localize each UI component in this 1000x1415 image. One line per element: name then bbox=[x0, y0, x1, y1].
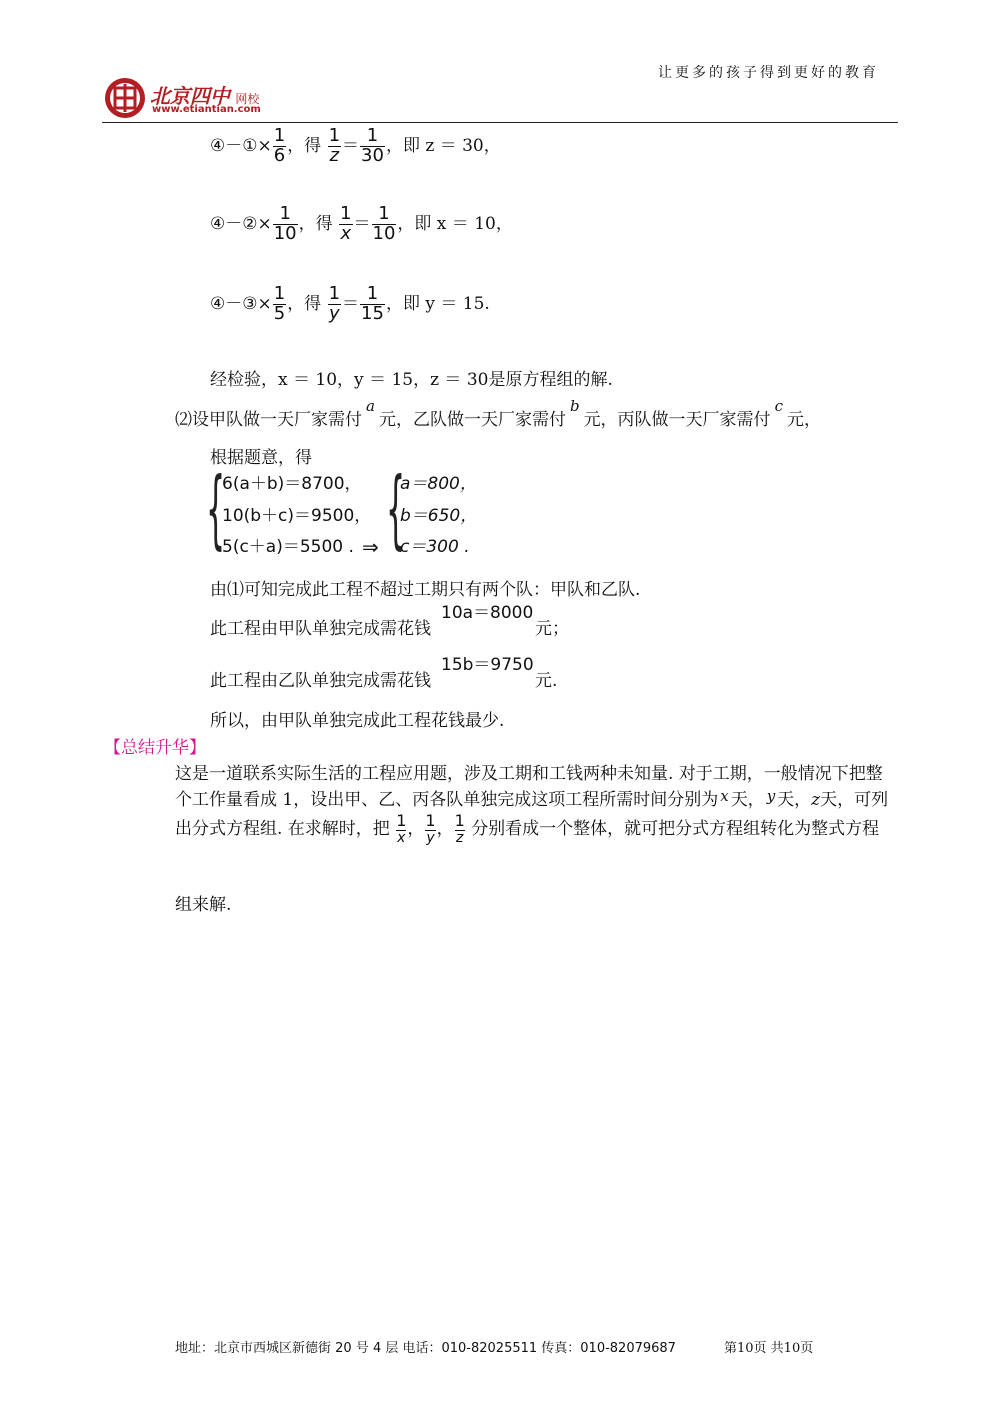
fraction: $\frac{1}{10}$ bbox=[372, 203, 396, 244]
summary-line-4: 组来解. bbox=[175, 895, 232, 915]
cost-a-unit: 元； bbox=[535, 619, 569, 639]
implies-arrow: ⇒ bbox=[362, 535, 379, 559]
fraction: $\frac{1}{6}$ bbox=[273, 125, 286, 166]
logo-emblem-icon bbox=[103, 76, 147, 120]
left-brace-icon: { bbox=[206, 459, 226, 559]
cost-a-expr: 10a＝8000 bbox=[441, 603, 534, 623]
logo-suffix: 网校 bbox=[235, 92, 260, 106]
cost-b-unit: 元. bbox=[535, 671, 558, 691]
slogan: 让更多的孩子得到更好的教育 bbox=[658, 65, 879, 81]
fraction: $\frac{1}{5}$ bbox=[273, 283, 286, 324]
cost-b-expr: 15b＝9750 bbox=[441, 655, 534, 675]
fraction: $\frac{1}{x}$ bbox=[396, 811, 407, 846]
fraction: $\frac{1}{10}$ bbox=[273, 203, 297, 244]
conclusion: 所以，由甲队单独完成此工程花钱最少. bbox=[210, 711, 505, 731]
part2-intro: ⑵设甲队做一天厂家需付a元，乙队做一天厂家需付b元，丙队做一天厂家需付c元， bbox=[175, 397, 821, 430]
from-part1: 由⑴可知完成此工程不超过工期只有两个队：甲队和乙队. bbox=[210, 580, 641, 600]
summary-line-1: 这是一道联系实际生活的工程应用题，涉及工期和工钱两种未知量. 对于工期，一般情况下把整 bbox=[175, 764, 883, 784]
fraction: $\frac{1}{y}$ bbox=[328, 283, 341, 324]
fraction: $\frac{1}{z}$ bbox=[454, 811, 465, 846]
fraction: $\frac{1}{x}$ bbox=[340, 203, 352, 244]
cost-a: 此工程由甲队单独完成需花钱 bbox=[210, 619, 431, 639]
system-right-eq-1: a＝800， bbox=[400, 474, 477, 494]
logo-url: www.etiantian.com bbox=[152, 104, 261, 115]
system-left-eq-1: 6(a＋b)＝8700， bbox=[222, 474, 362, 494]
right-brace-icon: { bbox=[386, 459, 406, 559]
summary-label: 【总结升华】 bbox=[104, 738, 206, 758]
summary-line-3: 出分式方程组. 在求解时，把 $\frac{1}{x}$ ， $\frac{1}{y}$ ， $\frac{1}{z}$ 分别看成一个整体，就可把分式方程组转化为整式方程 bbox=[175, 811, 880, 846]
footer-address: 地址：北京市西城区新德街 20 号 4 层 电话：010-82025511 传真：010-82079687 bbox=[175, 1341, 676, 1356]
system-right-eq-2: b＝650， bbox=[400, 506, 478, 526]
by-problem-label: 根据题意，得 bbox=[210, 448, 312, 468]
system-left-eq-2: 10(b＋c)＝9500， bbox=[222, 506, 372, 526]
step-3: ④－③× $\frac{1}{5}$ ，得 $\frac{1}{y}$ ＝ $\frac{1}{15}$ ，即 y ＝ 15. bbox=[210, 283, 490, 324]
logo-text: 北京四中 bbox=[150, 84, 230, 108]
system-right-eq-3: c＝300 . bbox=[400, 537, 470, 557]
fraction: $\frac{1}{y}$ bbox=[425, 811, 436, 846]
footer-page: 第10页 共10页 bbox=[724, 1341, 814, 1356]
step-2: ④－②× $\frac{1}{10}$ ，得 $\frac{1}{x}$ ＝ $\frac{1}{10}$ ，即 x ＝ 10， bbox=[210, 203, 513, 244]
cost-b: 此工程由乙队单独完成需花钱 bbox=[210, 671, 431, 691]
summary-line-2: 个工作量看成 1，设出甲、乙、丙各队单独完成这项工程所需时间分别为 x 天， y 天，z天，可列 bbox=[175, 787, 889, 810]
check-statement: 经检验，x ＝ 10，y ＝ 15，z ＝ 30是原方程组的解. bbox=[210, 370, 613, 390]
fraction: $\frac{1}{15}$ bbox=[361, 283, 384, 324]
header-rule bbox=[102, 122, 898, 123]
step-1: ④－①× $\frac{1}{6}$ ，得 $\frac{1}{z}$ ＝ $\frac{1}{30}$ ，即 z ＝ 30， bbox=[210, 125, 501, 166]
fraction: $\frac{1}{30}$ bbox=[361, 125, 384, 166]
fraction: $\frac{1}{z}$ bbox=[328, 125, 341, 166]
system-left-eq-3: 5(c＋a)＝5500 . bbox=[222, 537, 354, 557]
